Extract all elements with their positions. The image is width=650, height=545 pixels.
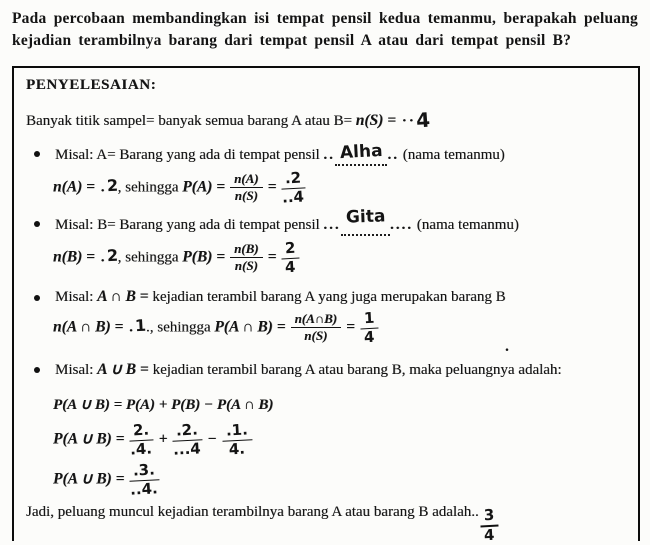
bullet-b-tail: (nama temanmu) — [413, 216, 519, 233]
bullet-a-lead: Misal: A= Barang yang ada di tempat pensil — [55, 146, 324, 163]
bullet-u-text — [55, 360, 562, 379]
bullet-u-rest: kejadian terambil barang A atau barang B, maka peluangnya adalah: — [152, 361, 562, 378]
conclusion-fraction-den: 4 — [483, 526, 495, 545]
sample-space-math: n(S) = — [355, 111, 397, 129]
bullet-b-dots-before: ... — [323, 216, 341, 233]
fraction-pb-num: .2. — [172, 421, 203, 441]
bullet-dot-icon — [34, 367, 40, 373]
fraction-a-den: ..4 — [282, 187, 305, 207]
bullet-a-dots-before: .. — [323, 146, 335, 163]
n-b-blank-dot: . — [95, 249, 107, 266]
n-b-value: 2 — [106, 246, 119, 266]
sehingga-a: , sehingga — [117, 179, 183, 196]
fraction-a-num: .2 — [281, 169, 306, 189]
sample-space-answer: 4 — [415, 107, 431, 133]
n-inter-value: 1 — [134, 316, 147, 336]
minus-sign: − — [207, 430, 217, 448]
bullet-i-rest: kejadian terambil barang A yang juga merupakan barang B — [152, 288, 506, 305]
handwritten-name-a: Alha — [339, 140, 383, 164]
n-a-value: 2 — [106, 176, 119, 196]
sehingga-inter: ., sehingga — [146, 319, 215, 336]
fraction-b-den: 4 — [285, 258, 297, 277]
fraction-b-sym-num: n(B) — [230, 242, 263, 258]
equals-b: = — [267, 248, 277, 266]
fraction-inter-sym-num: n(A∩B) — [291, 312, 342, 328]
fraction-b-num: 2 — [281, 239, 300, 258]
fraction-pinter-den: 4. — [228, 440, 246, 459]
sehingga-b: , sehingga — [117, 249, 183, 266]
plus-sign: + — [158, 430, 168, 448]
n-inter-blank-dot: . — [123, 319, 135, 336]
bullet-u-misal: Misal: — [55, 361, 98, 378]
prob-b-calc-line — [53, 240, 626, 276]
n-a-lhs: n(A) = — [53, 178, 95, 196]
fraction-a-sym-num: n(A) — [230, 172, 263, 188]
fraction-pb-den: ...4 — [173, 439, 202, 460]
fraction-pinter — [222, 422, 252, 458]
bullet-b-text — [55, 206, 519, 236]
bullet-union — [34, 360, 626, 379]
bullet-b-dots-after: .... — [390, 216, 414, 233]
bullet-event-a — [34, 140, 626, 166]
fraction-value-a — [281, 170, 305, 206]
fraction-pa — [129, 422, 153, 458]
union-result-line — [53, 462, 626, 498]
solution-box — [12, 66, 640, 545]
bullet-a-text — [55, 140, 505, 166]
n-a-blank-dot: . — [95, 179, 107, 196]
sample-space-text: Banyak titik sampel= banyak semua barang A atau B= — [26, 112, 356, 129]
fraction-result — [129, 462, 159, 498]
bullet-b-lead: Misal: B= Barang yang ada di tempat pensil — [55, 216, 324, 233]
bullet-u-math: A ∪ B = — [97, 360, 153, 378]
prob-a-calc-line — [53, 170, 626, 206]
fraction-value-inter — [360, 310, 378, 346]
bullet-a-dots-after: .. — [387, 146, 399, 163]
bullet-i-math: A ∩ B = — [97, 287, 153, 305]
fraction-inter-sym-den: n(S) — [304, 328, 328, 344]
name-blank-a — [335, 140, 388, 166]
union-result-lhs: P(A ∪ B) = — [53, 470, 125, 488]
bullet-dot-icon — [34, 221, 40, 227]
sample-space-dots: ·· — [396, 112, 416, 129]
p-b-lhs: P(B) = — [182, 248, 226, 266]
fraction-inter-den: 4 — [363, 328, 375, 347]
handwritten-name-b: Gita — [345, 206, 386, 228]
bullet-i-text — [55, 288, 506, 306]
sample-space-line — [26, 106, 626, 133]
fraction-b-sym-den: n(S) — [234, 258, 258, 274]
bullet-dot-icon — [34, 295, 40, 301]
fraction-pinter-num: .1. — [221, 421, 252, 441]
bullet-a-tail: (nama temanmu) — [398, 146, 505, 163]
stray-ink-dot: . — [505, 338, 509, 355]
fraction-result-num: .3. — [129, 461, 160, 481]
conclusion-fraction-num: 3 — [479, 506, 498, 526]
n-inter-lhs: n(A ∩ B) = — [53, 318, 124, 336]
fraction-pa-num: 2. — [129, 421, 154, 441]
fraction-symbolic-a — [230, 172, 263, 204]
fraction-pb — [172, 422, 202, 458]
fraction-inter-num: 1 — [360, 309, 379, 328]
equals-inter: = — [346, 318, 355, 336]
solution-heading: PENYELESAIAN: — [26, 76, 157, 93]
p-a-lhs: P(A) = — [182, 178, 226, 196]
fraction-result-den: ..4. — [130, 479, 159, 500]
fraction-symbolic-inter — [291, 312, 342, 344]
name-blank-b — [341, 206, 390, 236]
bullet-event-b — [34, 206, 626, 236]
conclusion-text: Jadi, peluang muncul kejadian terambilnya barang A atau barang B adalah.. — [26, 503, 479, 520]
bullet-dot-icon — [34, 151, 40, 157]
conclusion-fraction — [480, 507, 498, 544]
conclusion-line — [26, 503, 626, 545]
union-calc-line — [53, 422, 626, 458]
union-calc-lhs: P(A ∪ B) = — [53, 430, 125, 448]
n-b-lhs: n(B) = — [53, 248, 95, 266]
problem-statement: Pada percobaan membandingkan isi tempat pensil kedua temanmu, berapakah peluang kejadian terambilnya barang dari tempat pensil A atau dari tempat pensil B? — [12, 10, 638, 50]
union-formula-line: P(A ∪ B) = P(A) + P(B) − P(A ∩ B) — [53, 396, 274, 413]
fraction-pa-den: .4. — [130, 439, 153, 459]
prob-intersection-calc-line — [53, 310, 626, 346]
fraction-a-sym-den: n(S) — [234, 188, 258, 204]
p-inter-lhs: P(A ∩ B) = — [214, 318, 286, 336]
fraction-value-b — [281, 240, 299, 276]
equals-a: = — [267, 178, 277, 196]
bullet-i-misal: Misal: — [55, 288, 98, 305]
fraction-symbolic-b — [230, 242, 263, 274]
bullet-intersection — [34, 288, 626, 306]
